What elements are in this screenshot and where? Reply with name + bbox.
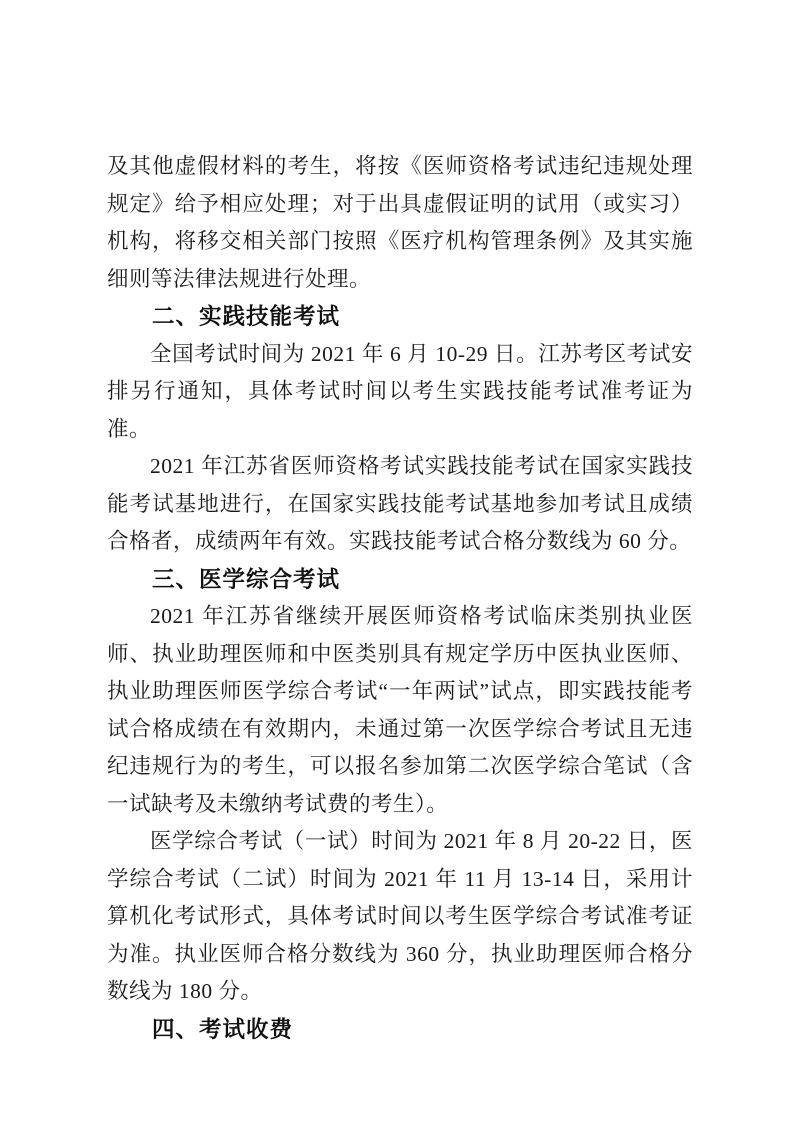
paragraph-comprehensive-exam-times: 医学综合考试（一试）时间为 2021 年 8 月 20-22 日，医学综合考试（二试）时间为 2021 年 11 月 13-14 日，采用计算机化考试形式，具体考试时间以考生医学综合考试准考证为准。执业医师合格分数线为 360 分，执业助理医师合格分数线为 180 分。	[107, 829, 693, 1003]
section-heading-practical-skills-exam: 二、实践技能考试	[152, 304, 341, 329]
paragraph-practical-skills-base: 2021 年江苏省医师资格考试实践技能考试在国家实践技能考试基地进行，在国家实践技能考试基地参加考试且成绩合格者，成绩两年有效。实践技能考试合格分数线为 60 分。	[107, 454, 693, 553]
section-heading-exam-fees: 四、考试收费	[152, 1016, 294, 1042]
paragraph-violation-handling: 及其他虚假材料的考生，将按《医师资格考试违纪违规处理规定》给予相应处理；对于出具虚假证明的试用（或实习）机构，将移交相关部门按照《医疗机构管理条例》及其实施细则等法律法规进行处理。	[107, 154, 693, 291]
paragraph-national-exam-time: 全国考试时间为 2021 年 6 月 10-29 日。江苏考区考试安排另行通知，具体考试时间以考生实践技能考试准考证为准。	[107, 341, 693, 441]
document-content	[107, 148, 693, 1048]
paragraph-one-year-two-tests-pilot: 2021 年江苏省继续开展医师资格考试临床类别执业医师、执业助理医师和中医类别具有规定学历中医执业医师、执业助理医师医学综合考试“一年两试”试点，即实践技能考试合格成绩在有效期内，未通过第一次医学综合考试且无违纪违规行为的考生，可以报名参加第二次医学综合笔试（含一试缺考及未缴纳考试费的考生）。	[107, 604, 693, 816]
section-heading-medical-comprehensive-exam: 三、医学综合考试	[152, 566, 341, 592]
